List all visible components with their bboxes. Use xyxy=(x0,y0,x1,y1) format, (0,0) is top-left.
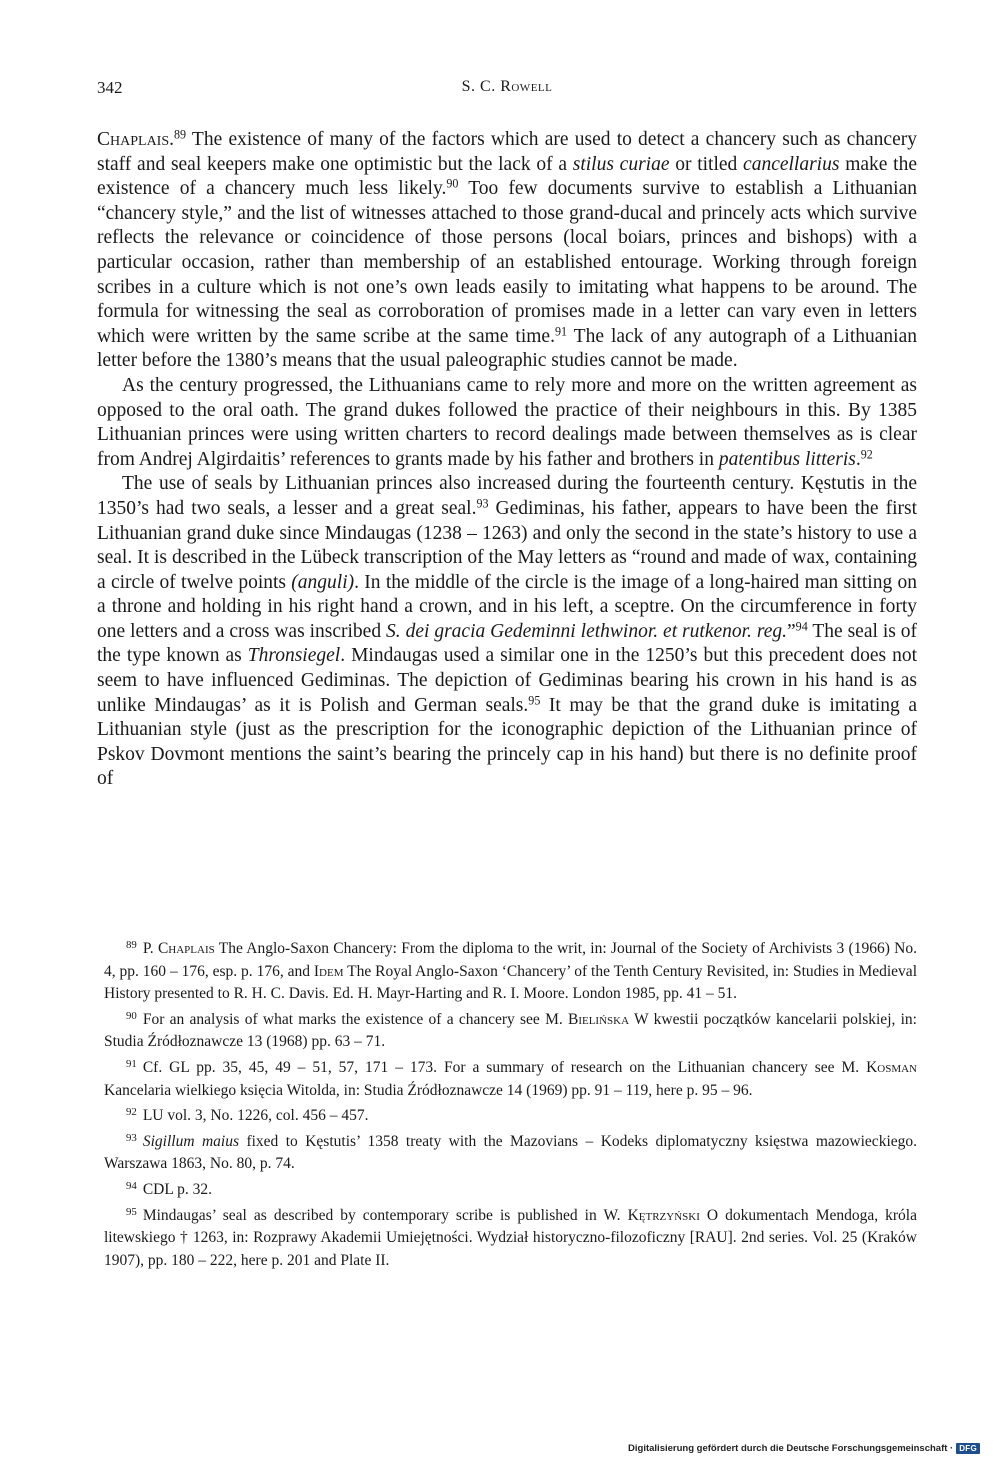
footnote-ref: 92 xyxy=(860,447,873,462)
footnote-ref: 95 xyxy=(528,693,541,708)
text: It may be that the grand duke is imitating a Lithuanian style (just as the prescription for the iconographic depiction of the Lithuanian prince of Pskov Dovmont mentions the saint’s bearing the princely cap in his hand) but there is no definite proof of xyxy=(97,694,917,790)
running-title: S. C. Rowell xyxy=(461,78,553,95)
text: As the century progressed, the Lithuanians came to rely more and more on the written agreement as opposed to the oral oath. The grand dukes followed the practice of their neighbours in this. By 1385 Lithuanian princes were using written charters to record dealings made between themselves as is clear from Andrej Algirdaitis’ references to grants made by his father and brothers in xyxy=(97,374,917,470)
author-name: Kosman xyxy=(866,1058,917,1076)
text: LU vol. 3, No. 1226, col. 456 – 457. xyxy=(142,1107,369,1125)
credit-text: Digitalisierung gefördert durch die Deutsche Forschungsgemeinschaft · xyxy=(628,1443,954,1454)
text: P. xyxy=(142,940,158,957)
footnote-number: 92 xyxy=(126,1106,137,1119)
latin-term: Sigillum maius xyxy=(142,1132,239,1150)
footnote xyxy=(104,1009,917,1054)
author-name: Kętrzyński xyxy=(627,1206,700,1224)
footnote-number: 94 xyxy=(126,1180,137,1193)
footnote-ref: 94 xyxy=(795,619,808,634)
latin-term: cancellarius xyxy=(743,153,840,175)
latin-term: stilus curiae xyxy=(572,153,670,175)
running-head xyxy=(97,78,917,102)
paragraph xyxy=(97,128,917,374)
paragraph xyxy=(97,472,917,792)
digitization-credit xyxy=(628,1443,980,1454)
paragraph xyxy=(97,374,917,472)
latin-term: (anguli) xyxy=(291,571,355,593)
text: For an analysis of what marks the existence of a chancery see M. xyxy=(142,1010,568,1028)
page-number: 342 xyxy=(97,78,123,97)
body-text xyxy=(97,128,917,792)
text: The use of seals by Lithuanian princes also increased during the fourteenth century. Kęstutis in the 1350’s had two seals, a lesser and a great seal. xyxy=(97,473,917,519)
footnote xyxy=(104,1179,917,1202)
author-name: Chaplais xyxy=(157,940,215,957)
text: Cf. GL pp. 35, 45, 49 – 51, 57, 171 – 173. For a summary of research on the Lithuanian chancery see M. xyxy=(142,1058,867,1076)
text: CDL p. 32. xyxy=(142,1180,213,1198)
text: The Royal Anglo-Saxon ‘Chancery’ of the Tenth Century Revisited, in: Studies in Medieval History presented to R. H. C. Davis. Ed. H. Mayr-Harting and R. I. Moore. London 1985, pp. 41 – 51. xyxy=(104,962,917,1003)
author-name: Idem xyxy=(313,962,344,980)
dfg-logo-icon: DFG xyxy=(956,1443,980,1454)
footnotes xyxy=(104,938,917,1275)
text: O dokumentach Mendoga, króla litewskiego † 1263, in: Rozprawy Akademii Umiejętności. Wydział historyczno-filozoficzny [RAU]. 2nd series. Vol. 25 (Kraków 1907), pp. 180 – 222, here p. 201 and Plate II. xyxy=(104,1206,917,1269)
footnote xyxy=(104,1131,917,1176)
footnote-ref: 93 xyxy=(476,496,489,511)
text: Mindaugas’ seal as described by contemporary scribe is published in W. xyxy=(142,1206,628,1224)
text: The lack of any autograph of a Lithuanian letter before the 1380’s means that the usual paleographic studies cannot be made. xyxy=(97,325,917,372)
footnote xyxy=(104,1205,917,1273)
text: . In the middle of the circle is the image of a long-haired man sitting on a throne and holding in his right hand a crown, and in his left, a sceptre. On the circumference in forty one letters and a cross was inscribed xyxy=(97,571,917,642)
text: . xyxy=(855,448,861,470)
text: or titled xyxy=(669,153,744,175)
text: Gediminas, his father, appears to have been the first Lithuanian grand duke since Mindaugas (1238 – 1263) and only the second in the state’s history to use a seal. It is described in the Lübeck transcription of the May letters as “round and made of wax, containing a circle of twelve points xyxy=(97,497,918,593)
text: ” xyxy=(787,620,796,642)
footnote-number: 89 xyxy=(126,939,137,952)
text: The Anglo-Saxon Chancery: From the diploma to the writ, in: Journal of the Society of Archivists 3 (1966) No. 4, pp. 160 – 176, esp. p. 176, and xyxy=(104,940,918,980)
footnote-ref: 91 xyxy=(554,324,568,339)
footnote-number: 95 xyxy=(126,1205,137,1218)
author-name: Bielińska xyxy=(567,1010,630,1028)
text: W kwestii początków kancelarii polskiej, in: Studia Źródłoznawcze 13 (1968) pp. 63 – 71. xyxy=(104,1010,917,1051)
text: . Mindaugas used a similar one in the 1250’s but this precedent does not seem to have influenced Gediminas. The depiction of Gediminas bearing his crown in his hand is as unlike Mindaugas’ as it is Polish and German seals. xyxy=(97,645,917,716)
text: make the existence of a chancery much less likely. xyxy=(97,153,917,200)
seal-inscription: S. dei gracia Gedeminni lethwinor. et rutkenor. reg. xyxy=(386,620,788,642)
footnote-ref: 90 xyxy=(446,176,459,191)
footnote xyxy=(104,1057,917,1102)
text: The seal is of the type known as xyxy=(97,620,918,667)
text: Too few documents survive to establish a Lithuanian “chancery style,” and the list of witnesses attached to those grand-ducal and princely acts which survive reflects the relevance or coincidence of those persons (local boiars, princes and bishops) with a particular occasion, rather than membership of an established entourage. Working through foreign scribes in a culture which is not one’s own leads easily to imitating what happens to be around. The formula for witnessing the seal as corroboration of promises made in a letter can vary even in letters which were written by the same scribe at the same time. xyxy=(97,178,917,347)
text: fixed to Kęstutis’ 1358 treaty with the Mazovians – Kodeks diplomatyczny księstwa mazowieckiego. Warszawa 1863, No. 80, p. 74. xyxy=(104,1132,918,1173)
latin-term: patentibus litteris xyxy=(718,448,856,470)
latin-term: Thronsiegel xyxy=(247,645,341,667)
footnote xyxy=(104,1105,917,1128)
footnote-number: 93 xyxy=(126,1131,137,1144)
text: Kancelaria wielkiego księcia Witolda, in: Studia Źródłoznawcze 14 (1969) pp. 91 – 119, here p. 95 – 96. xyxy=(104,1081,753,1099)
text: The existence of many of the factors which are used to detect a chancery such as chancery staff and seal keepers make one optimistic but the lack of a xyxy=(97,129,917,175)
footnote-number: 90 xyxy=(126,1009,137,1022)
footnote xyxy=(104,938,917,1006)
author-name: Chaplais. xyxy=(97,129,174,150)
footnote-ref: 89 xyxy=(174,127,187,142)
footnote-number: 91 xyxy=(126,1058,137,1071)
